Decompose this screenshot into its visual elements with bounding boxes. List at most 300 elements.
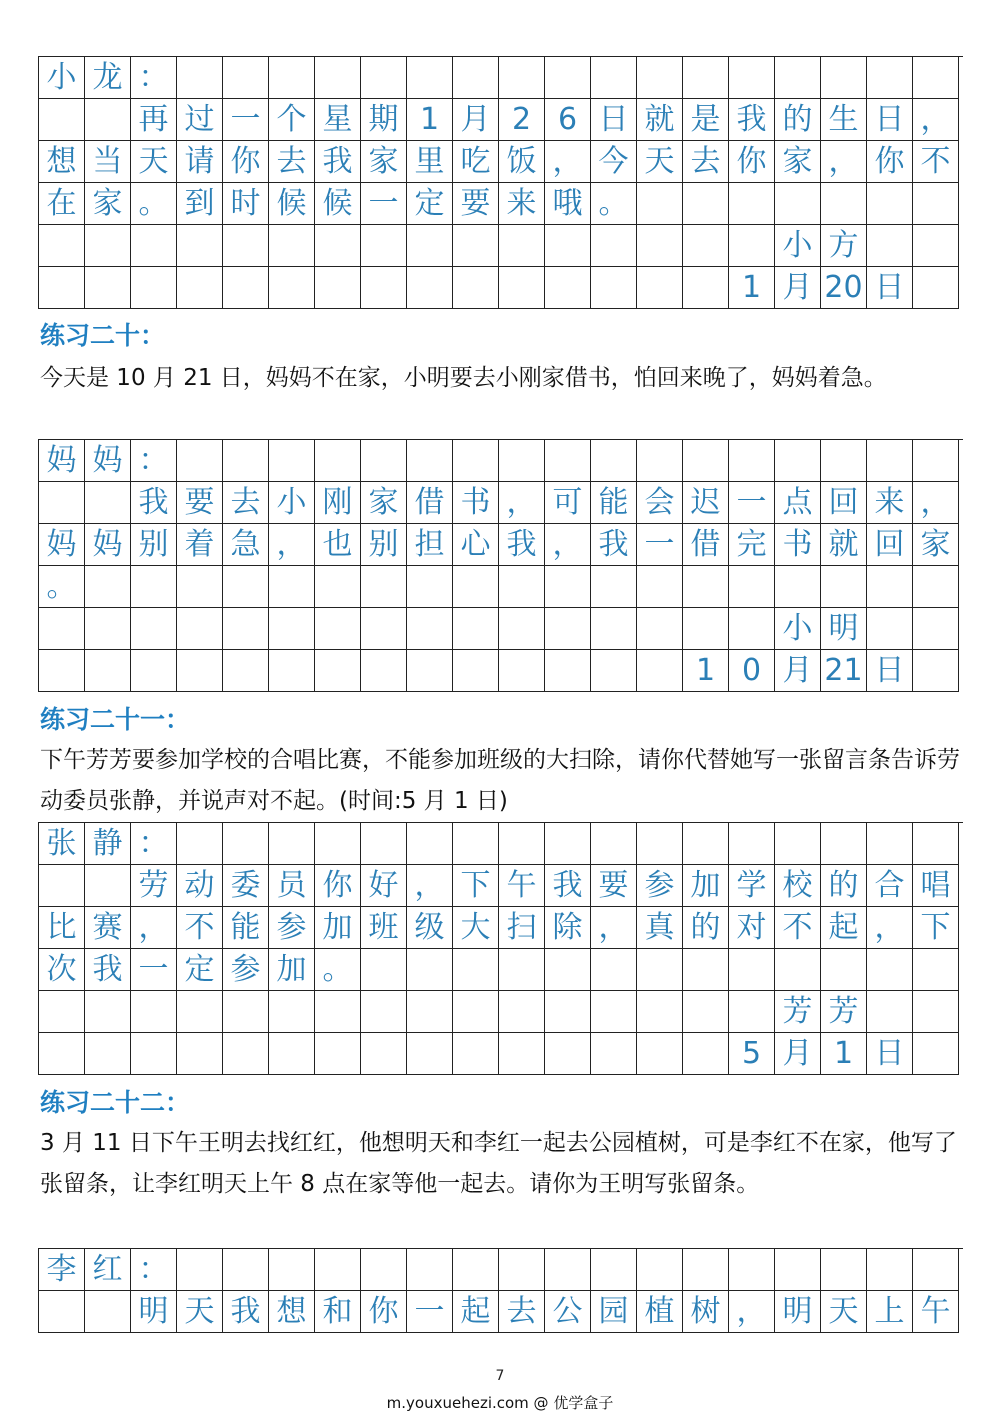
grid-cell: 一 [407, 1291, 453, 1333]
grid-cell: 天 [177, 1291, 223, 1333]
grid-cell [637, 566, 683, 608]
grid-cell [361, 267, 407, 309]
grid-cell: 你 [315, 865, 361, 907]
grid-cell [315, 267, 361, 309]
grid-cell [913, 1033, 959, 1075]
grid-cell: 妈 [39, 524, 85, 566]
grid-cell: 会 [637, 482, 683, 524]
grid-cell [223, 57, 269, 99]
grid-cell: 在 [39, 183, 85, 225]
grid-cell [499, 991, 545, 1033]
grid-cell [39, 865, 85, 907]
grid-cell: 日 [591, 99, 637, 141]
grid-cell [85, 608, 131, 650]
grid-cell [361, 1033, 407, 1075]
grid-cell [453, 1249, 499, 1291]
grid-cell: 加 [269, 949, 315, 991]
grid-cell: 家 [361, 482, 407, 524]
grid-cell [545, 267, 591, 309]
grid-cell: 家 [361, 141, 407, 183]
grid-cell: 请 [177, 141, 223, 183]
grid-cell: 到 [177, 183, 223, 225]
grid-cell [499, 57, 545, 99]
grid-cell: 1 [821, 1033, 867, 1075]
grid-cell [545, 650, 591, 692]
grid-cell [85, 482, 131, 524]
grid-cell: ， [131, 907, 177, 949]
grid-cell [867, 440, 913, 482]
grid-cell: 21 [821, 650, 867, 692]
grid-cell: 赛 [85, 907, 131, 949]
grid-cell [39, 608, 85, 650]
grid-cell: 急 [223, 524, 269, 566]
footer-site: m.youxuehezi.com @ 优学盒子 [386, 1394, 614, 1412]
grid-cell: 我 [315, 141, 361, 183]
grid-cell [269, 57, 315, 99]
grid-cell: 你 [223, 141, 269, 183]
grid-cell: 除 [545, 907, 591, 949]
grid-cell: 着 [177, 524, 223, 566]
grid-cell: 芳 [775, 991, 821, 1033]
grid-cell [821, 183, 867, 225]
grid-cell [637, 823, 683, 865]
grid-cell [361, 991, 407, 1033]
grid-cell: 1 [407, 99, 453, 141]
grid-cell [315, 991, 361, 1033]
grid-cell: 月 [775, 1033, 821, 1075]
grid-cell: 明 [775, 1291, 821, 1333]
grid-cell: 月 [775, 650, 821, 692]
grid-cell [499, 440, 545, 482]
grid-cell [775, 440, 821, 482]
grid-cell: 过 [177, 99, 223, 141]
grid-cell [729, 991, 775, 1033]
grid-row [39, 524, 963, 566]
grid-cell [177, 1249, 223, 1291]
grid-cell [867, 991, 913, 1033]
grid-cell: 我 [85, 949, 131, 991]
grid-row [39, 183, 963, 225]
grid-cell: 不 [913, 141, 959, 183]
grid-cell: 午 [913, 1291, 959, 1333]
grid-cell [361, 57, 407, 99]
grid-cell: 起 [453, 1291, 499, 1333]
grid-cell [315, 1249, 361, 1291]
grid-cell: 级 [407, 907, 453, 949]
grid-cell [223, 1249, 269, 1291]
grid-cell: 我 [223, 1291, 269, 1333]
grid-cell [729, 57, 775, 99]
grid-cell [913, 949, 959, 991]
grid-cell [545, 440, 591, 482]
grid-cell: 小 [775, 225, 821, 267]
grid-cell [545, 57, 591, 99]
grid-cell [591, 949, 637, 991]
grid-cell: 小 [269, 482, 315, 524]
grid-cell [177, 267, 223, 309]
exercise-prompt-20: 今天是 10 月 21 日，妈妈不在家，小明要去小刚家借书，怕回来晚了，妈妈着急。 [40, 365, 887, 391]
grid-cell [913, 267, 959, 309]
grid-cell [545, 608, 591, 650]
grid-cell [85, 225, 131, 267]
grid-cell: 来 [867, 482, 913, 524]
grid-cell: 可 [545, 482, 591, 524]
grid-cell: 月 [775, 267, 821, 309]
grid-cell: 刚 [315, 482, 361, 524]
grid-cell: 书 [775, 524, 821, 566]
grid-cell [683, 1033, 729, 1075]
grid-cell: 参 [637, 865, 683, 907]
grid-row [39, 99, 963, 141]
grid-cell [315, 57, 361, 99]
grid-cell: 静 [85, 823, 131, 865]
grid-cell: 是 [683, 99, 729, 141]
grid-cell [361, 608, 407, 650]
grid-cell [85, 1033, 131, 1075]
exercise-title-22: 练习二十二： [40, 1088, 191, 1117]
grid-cell [85, 99, 131, 141]
grid-cell [821, 566, 867, 608]
grid-cell: 小 [775, 608, 821, 650]
grid-cell: 来 [499, 183, 545, 225]
grid-cell [545, 225, 591, 267]
grid-cell: 天 [131, 141, 177, 183]
grid-cell: 一 [223, 99, 269, 141]
grid-cell: 期 [361, 99, 407, 141]
grid-row [39, 482, 963, 524]
grid-cell: 要 [453, 183, 499, 225]
grid-cell: 比 [39, 907, 85, 949]
grid-cell: 你 [361, 1291, 407, 1333]
grid-cell: ： [131, 823, 177, 865]
grid-cell: 公 [545, 1291, 591, 1333]
grid-cell [867, 1249, 913, 1291]
grid-cell [39, 267, 85, 309]
grid-cell [361, 949, 407, 991]
grid-cell: 家 [85, 183, 131, 225]
grid-cell [775, 57, 821, 99]
grid-cell [361, 566, 407, 608]
grid-cell [223, 566, 269, 608]
grid-cell [729, 183, 775, 225]
grid-cell [39, 225, 85, 267]
grid-cell: ： [131, 440, 177, 482]
grid-cell [545, 823, 591, 865]
grid-cell [637, 991, 683, 1033]
grid-cell [39, 650, 85, 692]
grid-cell [683, 566, 729, 608]
grid-cell: 个 [269, 99, 315, 141]
grid-cell [591, 57, 637, 99]
grid-cell [361, 823, 407, 865]
grid-cell [499, 225, 545, 267]
grid-cell [85, 566, 131, 608]
writing-grid-1 [38, 56, 963, 309]
grid-cell: 参 [223, 949, 269, 991]
grid-cell [637, 608, 683, 650]
grid-cell [913, 566, 959, 608]
grid-cell [131, 225, 177, 267]
grid-cell: ， [913, 99, 959, 141]
grid-cell [913, 1249, 959, 1291]
grid-cell: 心 [453, 524, 499, 566]
grid-cell: 想 [269, 1291, 315, 1333]
grid-cell [361, 650, 407, 692]
grid-cell [131, 566, 177, 608]
grid-cell: 委 [223, 865, 269, 907]
grid-cell [407, 440, 453, 482]
grid-cell [637, 57, 683, 99]
grid-cell [775, 823, 821, 865]
grid-cell: 0 [729, 650, 775, 692]
grid-cell [729, 608, 775, 650]
grid-cell [39, 991, 85, 1033]
grid-cell [637, 267, 683, 309]
grid-row [39, 1249, 963, 1291]
grid-row [39, 1033, 963, 1075]
grid-cell [775, 1249, 821, 1291]
grid-cell: 今 [591, 141, 637, 183]
grid-cell: 去 [269, 141, 315, 183]
grid-cell [591, 225, 637, 267]
grid-cell: 下 [453, 865, 499, 907]
grid-cell [913, 608, 959, 650]
grid-cell: 去 [499, 1291, 545, 1333]
grid-cell [131, 267, 177, 309]
grid-cell: 不 [775, 907, 821, 949]
grid-cell: 妈 [85, 440, 131, 482]
grid-cell: 能 [591, 482, 637, 524]
grid-cell [591, 823, 637, 865]
grid-cell: 校 [775, 865, 821, 907]
grid-cell [223, 991, 269, 1033]
grid-row [39, 141, 963, 183]
grid-cell: 别 [361, 524, 407, 566]
grid-cell: 明 [131, 1291, 177, 1333]
grid-cell [867, 225, 913, 267]
grid-cell: 吃 [453, 141, 499, 183]
grid-cell: 也 [315, 524, 361, 566]
grid-cell: 里 [407, 141, 453, 183]
grid-cell [591, 566, 637, 608]
grid-cell: 大 [453, 907, 499, 949]
grid-cell [591, 1249, 637, 1291]
grid-cell [407, 267, 453, 309]
grid-cell [729, 440, 775, 482]
grid-cell: 我 [545, 865, 591, 907]
grid-cell [683, 608, 729, 650]
grid-cell: ， [821, 141, 867, 183]
grid-cell: 我 [591, 524, 637, 566]
grid-cell: 定 [177, 949, 223, 991]
grid-cell: 书 [453, 482, 499, 524]
grid-cell [453, 823, 499, 865]
grid-cell: 就 [821, 524, 867, 566]
grid-cell: 和 [315, 1291, 361, 1333]
grid-cell: 日 [867, 267, 913, 309]
grid-cell [177, 440, 223, 482]
grid-cell: 班 [361, 907, 407, 949]
grid-cell: 员 [269, 865, 315, 907]
grid-cell [821, 949, 867, 991]
grid-cell [683, 440, 729, 482]
grid-cell: 真 [637, 907, 683, 949]
grid-cell: 学 [729, 865, 775, 907]
grid-cell: 生 [821, 99, 867, 141]
grid-cell [821, 823, 867, 865]
grid-cell [269, 440, 315, 482]
grid-cell: 日 [867, 99, 913, 141]
grid-cell [913, 991, 959, 1033]
grid-cell: 借 [407, 482, 453, 524]
grid-cell [453, 566, 499, 608]
exercise-title-21: 练习二十一： [40, 705, 191, 734]
grid-cell [499, 1033, 545, 1075]
grid-cell [729, 1249, 775, 1291]
grid-cell [361, 440, 407, 482]
grid-cell [499, 1249, 545, 1291]
grid-cell: 去 [223, 482, 269, 524]
grid-cell [407, 1033, 453, 1075]
grid-cell: 一 [361, 183, 407, 225]
grid-cell: 的 [683, 907, 729, 949]
grid-cell: 方 [821, 225, 867, 267]
grid-cell: 一 [637, 524, 683, 566]
grid-cell: 加 [683, 865, 729, 907]
grid-cell [269, 991, 315, 1033]
grid-cell: 完 [729, 524, 775, 566]
grid-cell: 天 [637, 141, 683, 183]
grid-cell: 借 [683, 524, 729, 566]
grid-cell [269, 823, 315, 865]
grid-cell [637, 440, 683, 482]
grid-cell [131, 1033, 177, 1075]
grid-cell [407, 949, 453, 991]
grid-cell [223, 225, 269, 267]
grid-cell: 张 [39, 823, 85, 865]
grid-cell [269, 608, 315, 650]
grid-cell: 扫 [499, 907, 545, 949]
grid-cell [913, 650, 959, 692]
grid-cell: 点 [775, 482, 821, 524]
grid-cell: 动 [177, 865, 223, 907]
grid-cell [913, 440, 959, 482]
grid-cell: 的 [821, 865, 867, 907]
writing-grid-3 [38, 822, 963, 1075]
grid-cell: 时 [223, 183, 269, 225]
grid-cell [545, 566, 591, 608]
grid-cell: 我 [729, 99, 775, 141]
grid-cell [729, 566, 775, 608]
grid-cell: 能 [223, 907, 269, 949]
grid-cell: ， [545, 524, 591, 566]
grid-cell: 1 [729, 267, 775, 309]
grid-cell: ， [269, 524, 315, 566]
grid-cell [223, 650, 269, 692]
grid-cell [913, 225, 959, 267]
grid-cell [39, 1033, 85, 1075]
grid-cell [591, 650, 637, 692]
grid-cell [131, 650, 177, 692]
grid-cell [913, 823, 959, 865]
grid-cell: 1 [683, 650, 729, 692]
grid-cell: ： [131, 57, 177, 99]
grid-row [39, 1291, 963, 1333]
grid-cell: 就 [637, 99, 683, 141]
grid-cell [269, 225, 315, 267]
grid-cell: 不 [177, 907, 223, 949]
grid-cell: 下 [913, 907, 959, 949]
grid-cell: ， [499, 482, 545, 524]
grid-cell: 小 [39, 57, 85, 99]
grid-cell: 起 [821, 907, 867, 949]
grid-cell: 一 [131, 949, 177, 991]
grid-cell: 候 [269, 183, 315, 225]
grid-cell [269, 566, 315, 608]
grid-cell [545, 1033, 591, 1075]
grid-cell [315, 566, 361, 608]
grid-cell [729, 823, 775, 865]
grid-cell [683, 949, 729, 991]
grid-cell: 家 [775, 141, 821, 183]
grid-cell [453, 225, 499, 267]
grid-cell [775, 183, 821, 225]
grid-cell [637, 225, 683, 267]
grid-cell [39, 482, 85, 524]
grid-cell [453, 608, 499, 650]
grid-cell [131, 991, 177, 1033]
grid-cell [821, 440, 867, 482]
grid-cell [315, 608, 361, 650]
grid-cell: 我 [131, 482, 177, 524]
writing-grid-2 [38, 439, 963, 692]
grid-cell: 妈 [85, 524, 131, 566]
grid-cell: ， [913, 482, 959, 524]
grid-cell: 对 [729, 907, 775, 949]
grid-cell [591, 608, 637, 650]
grid-cell [729, 225, 775, 267]
grid-cell [453, 57, 499, 99]
grid-cell [683, 57, 729, 99]
exercise-prompt-21: 下午芳芳要参加学校的合唱比赛，不能参加班级的大扫除，请你代替她写一张留言条告诉劳动委员张静，并说声对不起。(时间:5 月 1 日) [40, 747, 960, 814]
grid-cell [315, 650, 361, 692]
grid-cell [453, 1033, 499, 1075]
grid-cell: 。 [315, 949, 361, 991]
grid-cell: 参 [269, 907, 315, 949]
grid-cell [223, 823, 269, 865]
grid-cell [867, 57, 913, 99]
grid-cell [591, 991, 637, 1033]
grid-cell [683, 267, 729, 309]
grid-cell: 一 [729, 482, 775, 524]
grid-cell [637, 1033, 683, 1075]
grid-cell [591, 440, 637, 482]
grid-cell [683, 991, 729, 1033]
grid-cell [407, 608, 453, 650]
grid-cell [177, 1033, 223, 1075]
exercise-prompt-22: 3 月 11 日下午王明去找红红，他想明天和李红一起去公园植树，可是李红不在家，他写了张留条，让李红明天上午 8 点在家等他一起去。请你为王明写张留条。 [40, 1130, 957, 1197]
grid-cell [591, 1033, 637, 1075]
grid-cell: 你 [729, 141, 775, 183]
grid-cell [453, 949, 499, 991]
grid-cell [269, 1249, 315, 1291]
grid-row [39, 949, 963, 991]
grid-cell [85, 267, 131, 309]
grid-cell [637, 949, 683, 991]
grid-cell: 哦 [545, 183, 591, 225]
grid-cell [407, 566, 453, 608]
grid-cell: 园 [591, 1291, 637, 1333]
